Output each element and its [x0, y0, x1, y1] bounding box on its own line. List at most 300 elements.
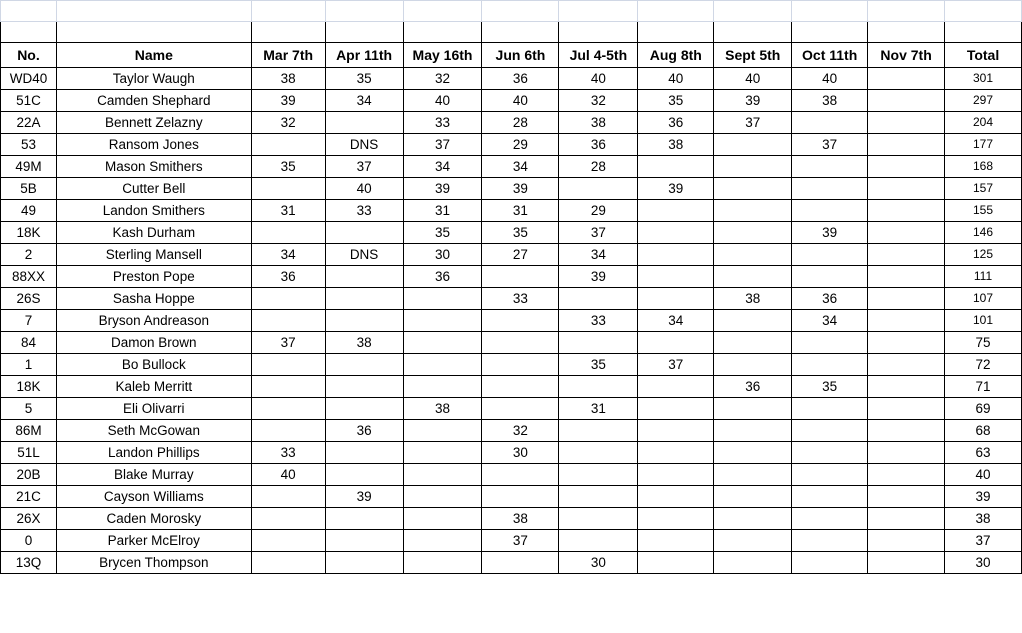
score-cell[interactable]	[482, 332, 559, 354]
score-cell[interactable]: 40	[482, 90, 559, 112]
score-cell[interactable]	[714, 530, 792, 552]
score-cell[interactable]: 38	[325, 332, 403, 354]
score-cell[interactable]: 38	[792, 90, 868, 112]
name-cell[interactable]: Bo Bullock	[56, 354, 251, 376]
score-cell[interactable]: 39	[714, 90, 792, 112]
score-cell[interactable]	[714, 310, 792, 332]
score-cell[interactable]	[403, 508, 482, 530]
number-cell[interactable]: WD40	[1, 68, 57, 90]
total-cell[interactable]: 146	[945, 222, 1022, 244]
score-cell[interactable]	[868, 134, 945, 156]
score-cell[interactable]	[251, 178, 325, 200]
column-header[interactable]: Oct 11th	[792, 43, 868, 68]
score-cell[interactable]: 36	[325, 420, 403, 442]
score-cell[interactable]: 38	[714, 288, 792, 310]
score-cell[interactable]: 36	[403, 266, 482, 288]
score-cell[interactable]	[482, 398, 559, 420]
score-cell[interactable]	[482, 464, 559, 486]
score-cell[interactable]: 33	[482, 288, 559, 310]
number-cell[interactable]: 22A	[1, 112, 57, 134]
score-cell[interactable]	[792, 530, 868, 552]
score-cell[interactable]	[714, 332, 792, 354]
name-cell[interactable]: Taylor Waugh	[56, 68, 251, 90]
score-cell[interactable]	[638, 266, 714, 288]
score-cell[interactable]	[325, 354, 403, 376]
total-cell[interactable]: 125	[945, 244, 1022, 266]
score-cell[interactable]: DNS	[325, 134, 403, 156]
total-cell[interactable]: 177	[945, 134, 1022, 156]
score-cell[interactable]	[251, 310, 325, 332]
score-cell[interactable]	[482, 310, 559, 332]
score-cell[interactable]: 34	[325, 90, 403, 112]
table-row	[1, 442, 1022, 464]
score-cell[interactable]	[868, 486, 945, 508]
score-cell[interactable]: 28	[482, 112, 559, 134]
score-cell[interactable]	[403, 310, 482, 332]
score-cell[interactable]	[868, 420, 945, 442]
number-cell[interactable]: 0	[1, 530, 57, 552]
score-cell[interactable]	[251, 222, 325, 244]
score-cell[interactable]	[482, 354, 559, 376]
score-cell[interactable]	[251, 376, 325, 398]
score-cell[interactable]	[638, 420, 714, 442]
score-cell[interactable]	[714, 464, 792, 486]
score-cell[interactable]	[251, 530, 325, 552]
score-cell[interactable]	[559, 530, 638, 552]
name-cell[interactable]: Eli Olivarri	[56, 398, 251, 420]
score-cell[interactable]	[325, 552, 403, 574]
score-cell[interactable]	[714, 486, 792, 508]
number-cell[interactable]: 2	[1, 244, 57, 266]
column-header[interactable]: Total	[945, 43, 1022, 68]
score-cell[interactable]	[251, 420, 325, 442]
table-row	[1, 486, 1022, 508]
score-cell[interactable]	[559, 420, 638, 442]
score-cell[interactable]	[714, 354, 792, 376]
score-cell[interactable]	[482, 266, 559, 288]
column-header[interactable]: Jul 4-5th	[559, 43, 638, 68]
score-cell[interactable]: 37	[792, 134, 868, 156]
score-cell[interactable]	[482, 552, 559, 574]
score-cell[interactable]	[714, 200, 792, 222]
score-cell[interactable]	[714, 398, 792, 420]
score-cell[interactable]: 40	[792, 68, 868, 90]
score-cell[interactable]	[403, 354, 482, 376]
score-cell[interactable]: 40	[559, 68, 638, 90]
column-header[interactable]: No.	[1, 43, 57, 68]
number-cell[interactable]: 1	[1, 354, 57, 376]
score-cell[interactable]	[868, 376, 945, 398]
table-row	[1, 156, 1022, 178]
score-cell[interactable]: 34	[251, 244, 325, 266]
number-cell[interactable]: 5	[1, 398, 57, 420]
total-cell[interactable]: 157	[945, 178, 1022, 200]
score-cell[interactable]	[868, 200, 945, 222]
total-cell[interactable]: 297	[945, 90, 1022, 112]
name-cell[interactable]: Sterling Mansell	[56, 244, 251, 266]
total-cell[interactable]: 71	[945, 376, 1022, 398]
score-cell[interactable]	[868, 442, 945, 464]
score-cell[interactable]: 35	[325, 68, 403, 90]
table-row	[1, 508, 1022, 530]
score-cell[interactable]: 37	[714, 112, 792, 134]
name-cell[interactable]: Parker McElroy	[56, 530, 251, 552]
score-cell[interactable]: 35	[482, 222, 559, 244]
number-cell[interactable]: 88XX	[1, 266, 57, 288]
score-cell[interactable]	[403, 486, 482, 508]
total-cell[interactable]: 39	[945, 486, 1022, 508]
name-cell[interactable]: Bryson Andreason	[56, 310, 251, 332]
score-cell[interactable]	[714, 508, 792, 530]
table-row	[1, 552, 1022, 574]
column-header[interactable]: Jun 6th	[482, 43, 559, 68]
score-cell[interactable]	[638, 288, 714, 310]
score-cell[interactable]: 37	[403, 134, 482, 156]
score-cell[interactable]: DNS	[325, 244, 403, 266]
score-cell[interactable]: 35	[251, 156, 325, 178]
score-cell[interactable]	[792, 552, 868, 574]
score-cell[interactable]	[868, 266, 945, 288]
score-cell[interactable]: 39	[251, 90, 325, 112]
score-cell[interactable]: 36	[559, 134, 638, 156]
score-cell[interactable]	[251, 398, 325, 420]
score-cell[interactable]: 39	[792, 222, 868, 244]
name-cell[interactable]: Landon Phillips	[56, 442, 251, 464]
score-cell[interactable]	[403, 442, 482, 464]
score-cell[interactable]: 39	[325, 486, 403, 508]
total-cell[interactable]: 40	[945, 464, 1022, 486]
score-cell[interactable]	[251, 134, 325, 156]
score-cell[interactable]: 39	[638, 178, 714, 200]
number-cell[interactable]: 5B	[1, 178, 57, 200]
score-cell[interactable]: 33	[403, 112, 482, 134]
score-cell[interactable]	[325, 508, 403, 530]
score-cell[interactable]	[792, 332, 868, 354]
score-cell[interactable]: 40	[638, 68, 714, 90]
score-cell[interactable]	[868, 354, 945, 376]
score-cell[interactable]: 32	[482, 420, 559, 442]
total-cell[interactable]: 101	[945, 310, 1022, 332]
total-cell[interactable]: 37	[945, 530, 1022, 552]
score-cell[interactable]	[868, 508, 945, 530]
score-cell[interactable]: 38	[559, 112, 638, 134]
score-cell[interactable]: 40	[251, 464, 325, 486]
score-cell[interactable]	[251, 508, 325, 530]
number-cell[interactable]: 53	[1, 134, 57, 156]
column-header[interactable]: Mar 7th	[251, 43, 325, 68]
score-cell[interactable]	[638, 486, 714, 508]
score-cell[interactable]	[403, 332, 482, 354]
score-cell[interactable]	[792, 354, 868, 376]
score-cell[interactable]: 28	[559, 156, 638, 178]
score-cell[interactable]	[792, 464, 868, 486]
column-header[interactable]: Name	[56, 43, 251, 68]
score-cell[interactable]	[638, 200, 714, 222]
score-cell[interactable]	[792, 266, 868, 288]
number-cell[interactable]: 49	[1, 200, 57, 222]
score-cell[interactable]	[792, 200, 868, 222]
score-cell[interactable]	[792, 156, 868, 178]
score-cell[interactable]: 37	[559, 222, 638, 244]
score-cell[interactable]: 36	[714, 376, 792, 398]
score-cell[interactable]	[792, 398, 868, 420]
score-cell[interactable]	[792, 112, 868, 134]
score-cell[interactable]	[251, 486, 325, 508]
score-cell[interactable]	[251, 552, 325, 574]
score-cell[interactable]	[559, 178, 638, 200]
name-cell[interactable]: Ransom Jones	[56, 134, 251, 156]
score-cell[interactable]	[638, 464, 714, 486]
score-cell[interactable]	[403, 530, 482, 552]
name-cell[interactable]: Kash Durham	[56, 222, 251, 244]
score-cell[interactable]	[638, 530, 714, 552]
score-cell[interactable]	[792, 508, 868, 530]
score-cell[interactable]	[325, 288, 403, 310]
number-cell[interactable]: 84	[1, 332, 57, 354]
score-cell[interactable]	[325, 112, 403, 134]
score-cell[interactable]: 37	[638, 354, 714, 376]
number-cell[interactable]: 51C	[1, 90, 57, 112]
name-cell[interactable]: Preston Pope	[56, 266, 251, 288]
score-cell[interactable]: 36	[482, 68, 559, 90]
column-header[interactable]: Nov 7th	[868, 43, 945, 68]
score-cell[interactable]	[325, 530, 403, 552]
number-cell[interactable]: 18K	[1, 222, 57, 244]
score-cell[interactable]	[325, 398, 403, 420]
score-cell[interactable]	[482, 486, 559, 508]
score-cell[interactable]	[868, 310, 945, 332]
score-cell[interactable]	[714, 244, 792, 266]
score-cell[interactable]: 35	[792, 376, 868, 398]
number-cell[interactable]: 51L	[1, 442, 57, 464]
score-cell[interactable]: 39	[559, 266, 638, 288]
score-cell[interactable]: 33	[325, 200, 403, 222]
table-row	[1, 134, 1022, 156]
score-cell[interactable]: 36	[251, 266, 325, 288]
name-cell[interactable]: Caden Morosky	[56, 508, 251, 530]
score-cell[interactable]	[638, 398, 714, 420]
score-cell[interactable]	[868, 530, 945, 552]
name-cell[interactable]: Camden Shephard	[56, 90, 251, 112]
score-cell[interactable]: 38	[638, 134, 714, 156]
name-cell[interactable]: Bennett Zelazny	[56, 112, 251, 134]
empty-row	[1, 1, 1022, 22]
score-cell[interactable]: 34	[559, 244, 638, 266]
score-cell[interactable]	[482, 376, 559, 398]
score-cell[interactable]	[403, 464, 482, 486]
score-cell[interactable]	[251, 354, 325, 376]
score-cell[interactable]	[714, 552, 792, 574]
score-cell[interactable]	[325, 310, 403, 332]
score-cell[interactable]	[638, 376, 714, 398]
score-cell[interactable]: 34	[638, 310, 714, 332]
score-cell[interactable]	[868, 90, 945, 112]
score-cell[interactable]	[559, 508, 638, 530]
score-cell[interactable]	[325, 442, 403, 464]
score-cell[interactable]	[559, 288, 638, 310]
total-cell[interactable]: 111	[945, 266, 1022, 288]
total-cell[interactable]: 69	[945, 398, 1022, 420]
score-cell[interactable]: 34	[403, 156, 482, 178]
score-cell[interactable]	[325, 376, 403, 398]
name-cell[interactable]: Sasha Hoppe	[56, 288, 251, 310]
score-cell[interactable]	[403, 376, 482, 398]
score-cell[interactable]	[792, 442, 868, 464]
score-cell[interactable]: 31	[403, 200, 482, 222]
column-header[interactable]: Aug 8th	[638, 43, 714, 68]
name-cell[interactable]: Cutter Bell	[56, 178, 251, 200]
name-cell[interactable]: Landon Smithers	[56, 200, 251, 222]
score-cell[interactable]: 37	[251, 332, 325, 354]
number-cell[interactable]: 13Q	[1, 552, 57, 574]
score-cell[interactable]: 32	[559, 90, 638, 112]
score-cell[interactable]	[868, 112, 945, 134]
score-cell[interactable]: 38	[482, 508, 559, 530]
score-cell[interactable]	[638, 332, 714, 354]
score-cell[interactable]	[714, 134, 792, 156]
score-cell[interactable]	[325, 464, 403, 486]
name-cell[interactable]: Kaleb Merritt	[56, 376, 251, 398]
score-cell[interactable]	[868, 222, 945, 244]
number-cell[interactable]: 86M	[1, 420, 57, 442]
score-cell[interactable]: 30	[559, 552, 638, 574]
score-cell[interactable]: 33	[251, 442, 325, 464]
score-cell[interactable]	[638, 244, 714, 266]
total-cell[interactable]: 107	[945, 288, 1022, 310]
score-cell[interactable]	[638, 508, 714, 530]
name-cell[interactable]: Blake Murray	[56, 464, 251, 486]
number-cell[interactable]: 26S	[1, 288, 57, 310]
score-cell[interactable]: 29	[559, 200, 638, 222]
score-cell[interactable]	[868, 156, 945, 178]
score-cell[interactable]: 35	[559, 354, 638, 376]
score-cell[interactable]	[559, 332, 638, 354]
score-cell[interactable]: 39	[482, 178, 559, 200]
number-cell[interactable]: 49M	[1, 156, 57, 178]
score-cell[interactable]: 31	[251, 200, 325, 222]
score-cell[interactable]	[868, 178, 945, 200]
blank-bordered-row	[1, 22, 1022, 43]
score-cell[interactable]	[251, 288, 325, 310]
column-header[interactable]: Apr 11th	[325, 43, 403, 68]
column-header[interactable]: May 16th	[403, 43, 482, 68]
table-row	[1, 178, 1022, 200]
score-cell[interactable]	[868, 288, 945, 310]
total-cell[interactable]: 63	[945, 442, 1022, 464]
total-cell[interactable]: 204	[945, 112, 1022, 134]
name-cell[interactable]: Mason Smithers	[56, 156, 251, 178]
name-cell[interactable]: Brycen Thompson	[56, 552, 251, 574]
score-cell[interactable]	[638, 222, 714, 244]
score-cell[interactable]: 38	[403, 398, 482, 420]
score-cell[interactable]: 32	[251, 112, 325, 134]
name-cell[interactable]: Cayson Williams	[56, 486, 251, 508]
score-cell[interactable]	[638, 552, 714, 574]
score-cell[interactable]	[868, 464, 945, 486]
score-cell[interactable]: 34	[482, 156, 559, 178]
score-cell[interactable]: 27	[482, 244, 559, 266]
score-cell[interactable]: 40	[325, 178, 403, 200]
score-cell[interactable]: 39	[403, 178, 482, 200]
score-cell[interactable]	[403, 288, 482, 310]
score-cell[interactable]: 35	[638, 90, 714, 112]
score-cell[interactable]: 34	[792, 310, 868, 332]
score-cell[interactable]	[559, 442, 638, 464]
score-cell[interactable]	[868, 244, 945, 266]
total-cell[interactable]: 72	[945, 354, 1022, 376]
number-cell[interactable]: 26X	[1, 508, 57, 530]
score-cell[interactable]	[714, 442, 792, 464]
score-cell[interactable]	[559, 486, 638, 508]
total-cell[interactable]: 75	[945, 332, 1022, 354]
number-cell[interactable]: 7	[1, 310, 57, 332]
score-cell[interactable]	[792, 244, 868, 266]
score-cell[interactable]: 36	[792, 288, 868, 310]
score-cell[interactable]: 35	[403, 222, 482, 244]
total-cell[interactable]: 301	[945, 68, 1022, 90]
number-cell[interactable]: 18K	[1, 376, 57, 398]
score-cell[interactable]: 37	[325, 156, 403, 178]
score-cell[interactable]: 29	[482, 134, 559, 156]
score-cell[interactable]	[714, 266, 792, 288]
score-cell[interactable]: 30	[482, 442, 559, 464]
score-cell[interactable]	[714, 178, 792, 200]
score-cell[interactable]: 32	[403, 68, 482, 90]
total-cell[interactable]: 155	[945, 200, 1022, 222]
score-cell[interactable]	[559, 376, 638, 398]
score-cell[interactable]	[868, 68, 945, 90]
score-cell[interactable]	[714, 222, 792, 244]
score-cell[interactable]	[868, 332, 945, 354]
score-cell[interactable]	[868, 552, 945, 574]
score-cell[interactable]: 31	[482, 200, 559, 222]
score-cell[interactable]	[714, 156, 792, 178]
score-cell[interactable]	[638, 442, 714, 464]
score-cell[interactable]: 40	[403, 90, 482, 112]
score-cell[interactable]	[792, 420, 868, 442]
score-cell[interactable]	[325, 266, 403, 288]
score-cell[interactable]: 36	[638, 112, 714, 134]
score-cell[interactable]: 31	[559, 398, 638, 420]
score-cell[interactable]: 40	[714, 68, 792, 90]
score-cell[interactable]	[714, 420, 792, 442]
score-cell[interactable]: 30	[403, 244, 482, 266]
total-cell[interactable]: 168	[945, 156, 1022, 178]
score-cell[interactable]	[638, 156, 714, 178]
score-cell[interactable]	[403, 420, 482, 442]
score-cell[interactable]: 37	[482, 530, 559, 552]
score-cell[interactable]	[559, 464, 638, 486]
table-row	[1, 310, 1022, 332]
name-cell[interactable]: Damon Brown	[56, 332, 251, 354]
score-cell[interactable]	[792, 178, 868, 200]
score-cell[interactable]	[403, 552, 482, 574]
score-cell[interactable]	[868, 398, 945, 420]
total-cell[interactable]: 38	[945, 508, 1022, 530]
score-cell[interactable]: 33	[559, 310, 638, 332]
column-header[interactable]: Sept 5th	[714, 43, 792, 68]
total-cell[interactable]: 30	[945, 552, 1022, 574]
score-cell[interactable]	[792, 486, 868, 508]
score-cell[interactable]	[325, 222, 403, 244]
number-cell[interactable]: 20B	[1, 464, 57, 486]
score-cell[interactable]: 38	[251, 68, 325, 90]
number-cell[interactable]: 21C	[1, 486, 57, 508]
name-cell[interactable]: Seth McGowan	[56, 420, 251, 442]
table-row	[1, 332, 1022, 354]
table-row	[1, 244, 1022, 266]
total-cell[interactable]: 68	[945, 420, 1022, 442]
